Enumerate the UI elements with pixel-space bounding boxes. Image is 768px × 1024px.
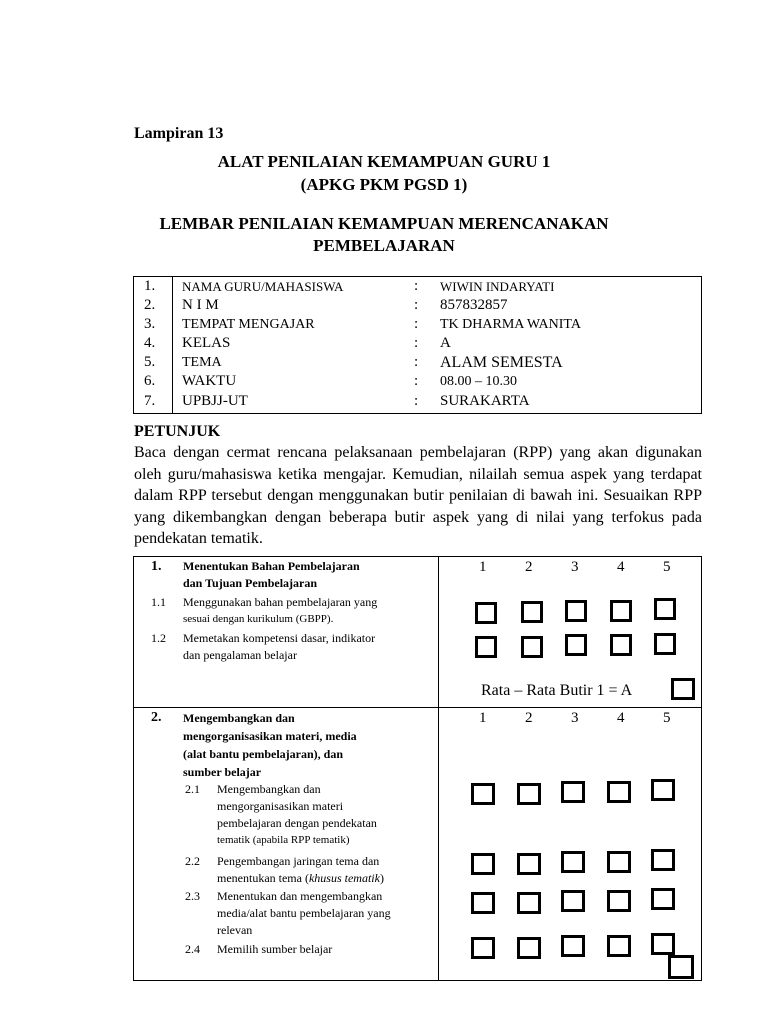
row-number: 3.: [144, 316, 156, 332]
section2-number: 2.: [151, 710, 162, 725]
row-colon: :: [414, 297, 419, 313]
item-number: 2.4: [185, 942, 200, 956]
row-value: A: [440, 335, 451, 351]
scale-label: 3: [571, 710, 579, 726]
section2-title-line2: mengorganisasikan materi, media: [183, 729, 357, 743]
identity-row: [134, 277, 701, 296]
scale-label: 5: [663, 710, 671, 726]
row-number: 5.: [144, 354, 156, 370]
section2-item-2: [185, 853, 435, 887]
row-divider: [134, 707, 701, 708]
identity-row: [134, 296, 701, 315]
section1-number: 1.: [151, 559, 162, 574]
row-label: NAMA GURU/MAHASISWA: [182, 279, 344, 294]
item-number: 1.2: [151, 631, 166, 645]
identity-table: [133, 276, 702, 414]
score-checkbox[interactable]: [610, 634, 632, 656]
score-checkbox[interactable]: [607, 781, 631, 803]
row-colon: :: [414, 373, 419, 389]
item-text-italic: khusus tematik: [308, 871, 380, 885]
score-checkbox[interactable]: [521, 636, 543, 658]
section2-item-4: [185, 941, 435, 959]
scale-label: 1: [479, 710, 487, 726]
score-checkbox[interactable]: [607, 935, 631, 957]
score-checkbox[interactable]: [651, 888, 675, 910]
instructions-text: Baca dengan cermat rencana pelaksanaan pembelajaran (RPP) yang akan digunakan oleh guru/mahasiswa ketika mengajar. Kemudian, nilailah semua aspek yang terdapat dalam RPP tersebut dengan menggunakan butir penilaian di bawah ini. Sesuaikan RPP yang dikembangkan dengan beberapa butir aspek yang di nilai yang terfokus pada pendekatan tematik.: [134, 444, 702, 547]
score-checkbox[interactable]: [561, 851, 585, 873]
section1-title-line2: dan Tujuan Pembelajaran: [183, 576, 318, 590]
score-checkbox[interactable]: [561, 935, 585, 957]
item-text-line3: relevan: [217, 923, 253, 937]
score-checkbox[interactable]: [651, 779, 675, 801]
item-text-line2: [217, 870, 384, 887]
section2-title-line3: (alat bantu pembelajaran), dan: [183, 747, 344, 761]
form-code: (APKG PKM PGSD 1): [300, 175, 468, 194]
sheet-title-line1: LEMBAR PENILAIAN KEMAMPUAN MERENCANAKAN: [159, 214, 609, 233]
item-text-part: menentukan tema (: [217, 871, 309, 885]
item-text-line1: Menentukan dan mengembangkan: [217, 889, 383, 903]
item-text-line2: sesuai dengan kurikulum (GBPP).: [183, 613, 334, 625]
column-divider: [438, 557, 439, 980]
score-checkbox[interactable]: [517, 783, 541, 805]
score-checkbox[interactable]: [561, 890, 585, 912]
row-number: 6.: [144, 373, 156, 389]
score-checkbox[interactable]: [471, 783, 495, 805]
assessment-table: [133, 556, 702, 981]
row-colon: :: [414, 316, 419, 332]
row-colon: :: [414, 354, 419, 370]
identity-row: [134, 372, 701, 391]
item-text-part: ): [379, 871, 384, 885]
row-number: 2.: [144, 297, 156, 313]
row-number: 1.: [144, 278, 156, 294]
section1-item-1: [151, 594, 431, 628]
item-text-line1: Menggunakan bahan pembelajaran yang: [183, 595, 378, 609]
section2-item-3: [185, 888, 435, 940]
row-value: TK DHARMA WANITA: [440, 317, 581, 332]
score-checkbox[interactable]: [651, 933, 675, 955]
score-checkbox[interactable]: [610, 600, 632, 622]
score-checkbox[interactable]: [607, 851, 631, 873]
score-checkbox[interactable]: [517, 937, 541, 959]
score-checkbox[interactable]: [517, 892, 541, 914]
form-title: ALAT PENILAIAN KEMAMPUAN GURU 1: [217, 152, 551, 171]
identity-row: [134, 334, 701, 353]
item-text-line4: tematik (apabila RPP tematik): [217, 834, 350, 846]
item-text-line3: pembelajaran dengan pendekatan: [217, 816, 377, 830]
scale-label: 2: [525, 559, 533, 575]
row-colon: :: [414, 393, 419, 409]
score-checkbox[interactable]: [471, 892, 495, 914]
row-label: WAKTU: [182, 373, 237, 389]
score-checkbox[interactable]: [565, 600, 587, 622]
row-label: TEMA: [182, 355, 222, 370]
identity-row: [134, 315, 701, 334]
score-checkbox[interactable]: [651, 849, 675, 871]
score-checkbox[interactable]: [517, 853, 541, 875]
sheet-title-line2: PEMBELAJARAN: [313, 236, 455, 255]
score-checkbox[interactable]: [565, 634, 587, 656]
average-checkbox[interactable]: [671, 678, 695, 700]
item-number: 1.1: [151, 595, 166, 609]
section2-title-line4: sumber belajar: [183, 765, 262, 779]
scale-label: 2: [525, 710, 533, 726]
item-text-line1: Memilih sumber belajar: [217, 942, 333, 956]
appendix-label: Lampiran 13: [134, 125, 224, 142]
item-text-line2: media/alat bantu pembelajaran yang: [217, 906, 391, 920]
scale-label: 1: [479, 559, 487, 575]
row-label: N I M: [182, 297, 219, 313]
item-number: 2.2: [185, 854, 200, 868]
row-value: WIWIN INDARYATI: [440, 279, 555, 294]
score-checkbox[interactable]: [471, 937, 495, 959]
section2-item-1: [185, 781, 435, 851]
item-text-line2: mengorganisasikan materi: [217, 799, 344, 813]
score-checkbox[interactable]: [561, 781, 585, 803]
score-checkbox[interactable]: [471, 853, 495, 875]
item-number: 2.3: [185, 889, 200, 903]
scale-label: 4: [617, 710, 625, 726]
row-number: 4.: [144, 335, 156, 351]
score-checkbox[interactable]: [654, 633, 676, 655]
row-label: KELAS: [182, 335, 231, 351]
identity-row: [134, 353, 701, 372]
item-text-line1: Memetakan kompetensi dasar, indikator: [183, 631, 376, 645]
scale-label: 4: [617, 559, 625, 575]
score-checkbox[interactable]: [654, 598, 676, 620]
item-text-line1: Pengembangan jaringan tema dan: [217, 854, 380, 868]
scale-label: 5: [663, 559, 671, 575]
row-colon: :: [414, 335, 419, 351]
item-text-line1: Mengembangkan dan: [217, 782, 321, 796]
row-label: UPBJJ-UT: [182, 393, 248, 409]
row-value: 857832857: [440, 297, 508, 313]
score-checkbox[interactable]: [475, 636, 497, 658]
average-label: Rata – Rata Butir 1 = A: [481, 682, 633, 699]
row-number: 7.: [144, 393, 156, 409]
instructions-heading: PETUNJUK: [134, 423, 221, 440]
section2-title-line1: Mengembangkan dan: [183, 711, 295, 725]
score-checkbox[interactable]: [475, 602, 497, 624]
row-colon: :: [414, 278, 419, 294]
scale-label: 3: [571, 559, 579, 575]
row-label: TEMPAT MENGAJAR: [182, 317, 315, 332]
section1-item-2: [151, 630, 431, 664]
row-value: SURAKARTA: [440, 393, 530, 409]
score-checkbox[interactable]: [607, 890, 631, 912]
row-value: 08.00 – 10.30: [440, 374, 517, 389]
row-value: ALAM SEMESTA: [440, 354, 563, 371]
section1-title-line1: Menentukan Bahan Pembelajaran: [183, 559, 360, 573]
item-text-line2: dan pengalaman belajar: [183, 648, 297, 662]
item-number: 2.1: [185, 782, 200, 796]
identity-row: [134, 392, 701, 411]
score-checkbox[interactable]: [521, 601, 543, 623]
average-checkbox[interactable]: [668, 955, 694, 979]
